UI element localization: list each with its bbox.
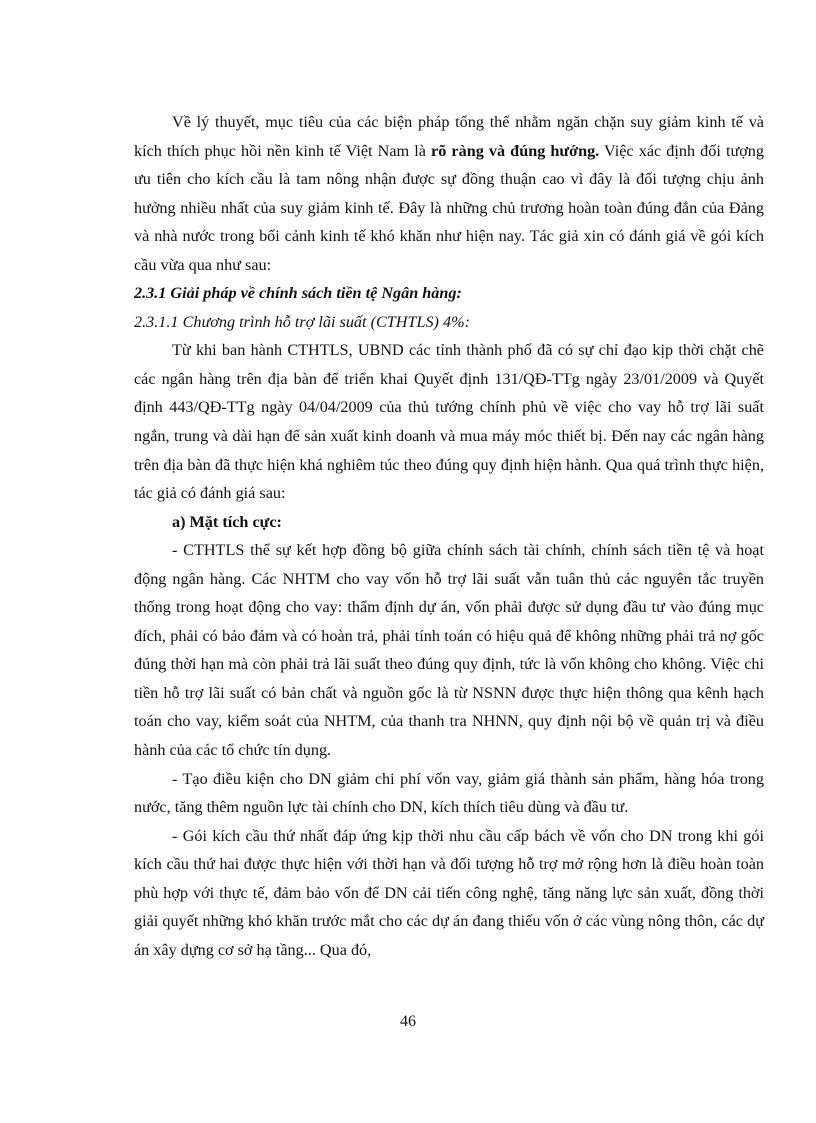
positive-aspects-heading: a) Mặt tích cực: bbox=[172, 512, 282, 531]
bullet-paragraph-1: - CTHTLS thể sự kết hợp đồng bộ giữa chính sách tài chính, chính sách tiền tệ và hoạt động ngân hàng. Các NHTM cho vay vốn hỗ trợ lãi suất vẫn tuân thủ các nguyên tắc truyền thống trong hoạt động cho vay: thẩm định dự án, vốn phải được sử dụng đầu tư vào đúng mục đích, phải có bảo đảm và có hoàn trả, phải tính toán có hiệu quả để không những phải trả nợ gốc đúng thời hạn mà còn phải trả lãi suất theo đúng quy định, tức là vốn không cho không. Việc chi tiền hỗ trợ lãi suất có bản chất và nguồn gốc là từ NSNN được thực hiện thông qua kênh hạch toán cho vay, kiểm soát của NHTM, của thanh tra NHNN, quy định nội bộ về quản trị và điều hành của các tổ chức tín dụng. bbox=[134, 541, 764, 760]
section-heading: 2.3.1 Giải pháp về chính sách tiền tệ Ngân hàng: bbox=[134, 284, 462, 303]
program-paragraph: Từ khi ban hành CTHTLS, UBND các tỉnh thành phố đã có sự chỉ đạo kịp thời chặt chẽ các ngân hàng trên địa bàn để triển khai Quyết định 131/QĐ-TTg ngày 23/01/2009 và Quyết định 443/QĐ-TTg ngày 04/04/2009 của thủ tướng chính phủ về việc cho vay hỗ trợ lãi suất ngắn, trung và dài hạn để sản xuất kinh doanh và mua máy móc thiết bị. Đến nay các ngân hàng trên địa bàn đã thực hiện khá nghiêm túc theo đúng quy định hiện hành. Qua quá trình thực hiện, tác giả có đánh giá sau: bbox=[134, 341, 764, 503]
intro-text-start: Về lý thuyết, mục tiêu của các biện pháp tổng thể nhằm ngăn chặn suy giảm kinh tế và kích thích phục hồi nền kinh tế Việt Nam là bbox=[134, 113, 764, 160]
document-body bbox=[134, 108, 764, 964]
intro-emphasis: rõ ràng và đúng hướng. bbox=[431, 141, 600, 160]
intro-text-end: Việc xác định đối tượng ưu tiên cho kích cầu là tam nông nhận được sự đồng thuận cao vì đây là đối tượng chịu ảnh hưởng nhiều nhất của suy giảm kinh tế. Đây là những chủ trương hoàn toàn đúng đắn của Đảng và nhà nước trong bối cảnh kinh tế khó khăn như hiện nay. Tác giả xin có đánh giá về gói kích cầu vừa qua như sau: bbox=[134, 141, 764, 274]
subsection-heading: 2.3.1.1 Chương trình hỗ trợ lãi suất (CTHTLS) 4%: bbox=[134, 312, 470, 331]
bullet-paragraph-2: - Tạo điều kiện cho DN giảm chi phí vốn vay, giảm giá thành sản phẩm, hàng hóa trong nước, tăng thêm nguồn lực tài chính cho DN, kích thích tiêu dùng và đầu tư. bbox=[134, 769, 764, 817]
page-number: 46 bbox=[400, 1013, 416, 1030]
bullet-paragraph-3: - Gói kích cầu thứ nhất đáp ứng kịp thời nhu cầu cấp bách về vốn cho DN trong khi gói kích cầu thứ hai được thực hiện với thời hạn và đối tượng hỗ trợ mở rộng hơn là điều hoàn toàn phù hợp với thực tế, đảm bảo vốn để DN cải tiến công nghệ, tăng năng lực sản xuất, đồng thời giải quyết những khó khăn trước mắt cho các dự án đang thiếu vốn ở các vùng nông thôn, các dự án xây dựng cơ sở hạ tầng... Qua đó, bbox=[134, 826, 764, 959]
intro-paragraph bbox=[134, 108, 764, 279]
